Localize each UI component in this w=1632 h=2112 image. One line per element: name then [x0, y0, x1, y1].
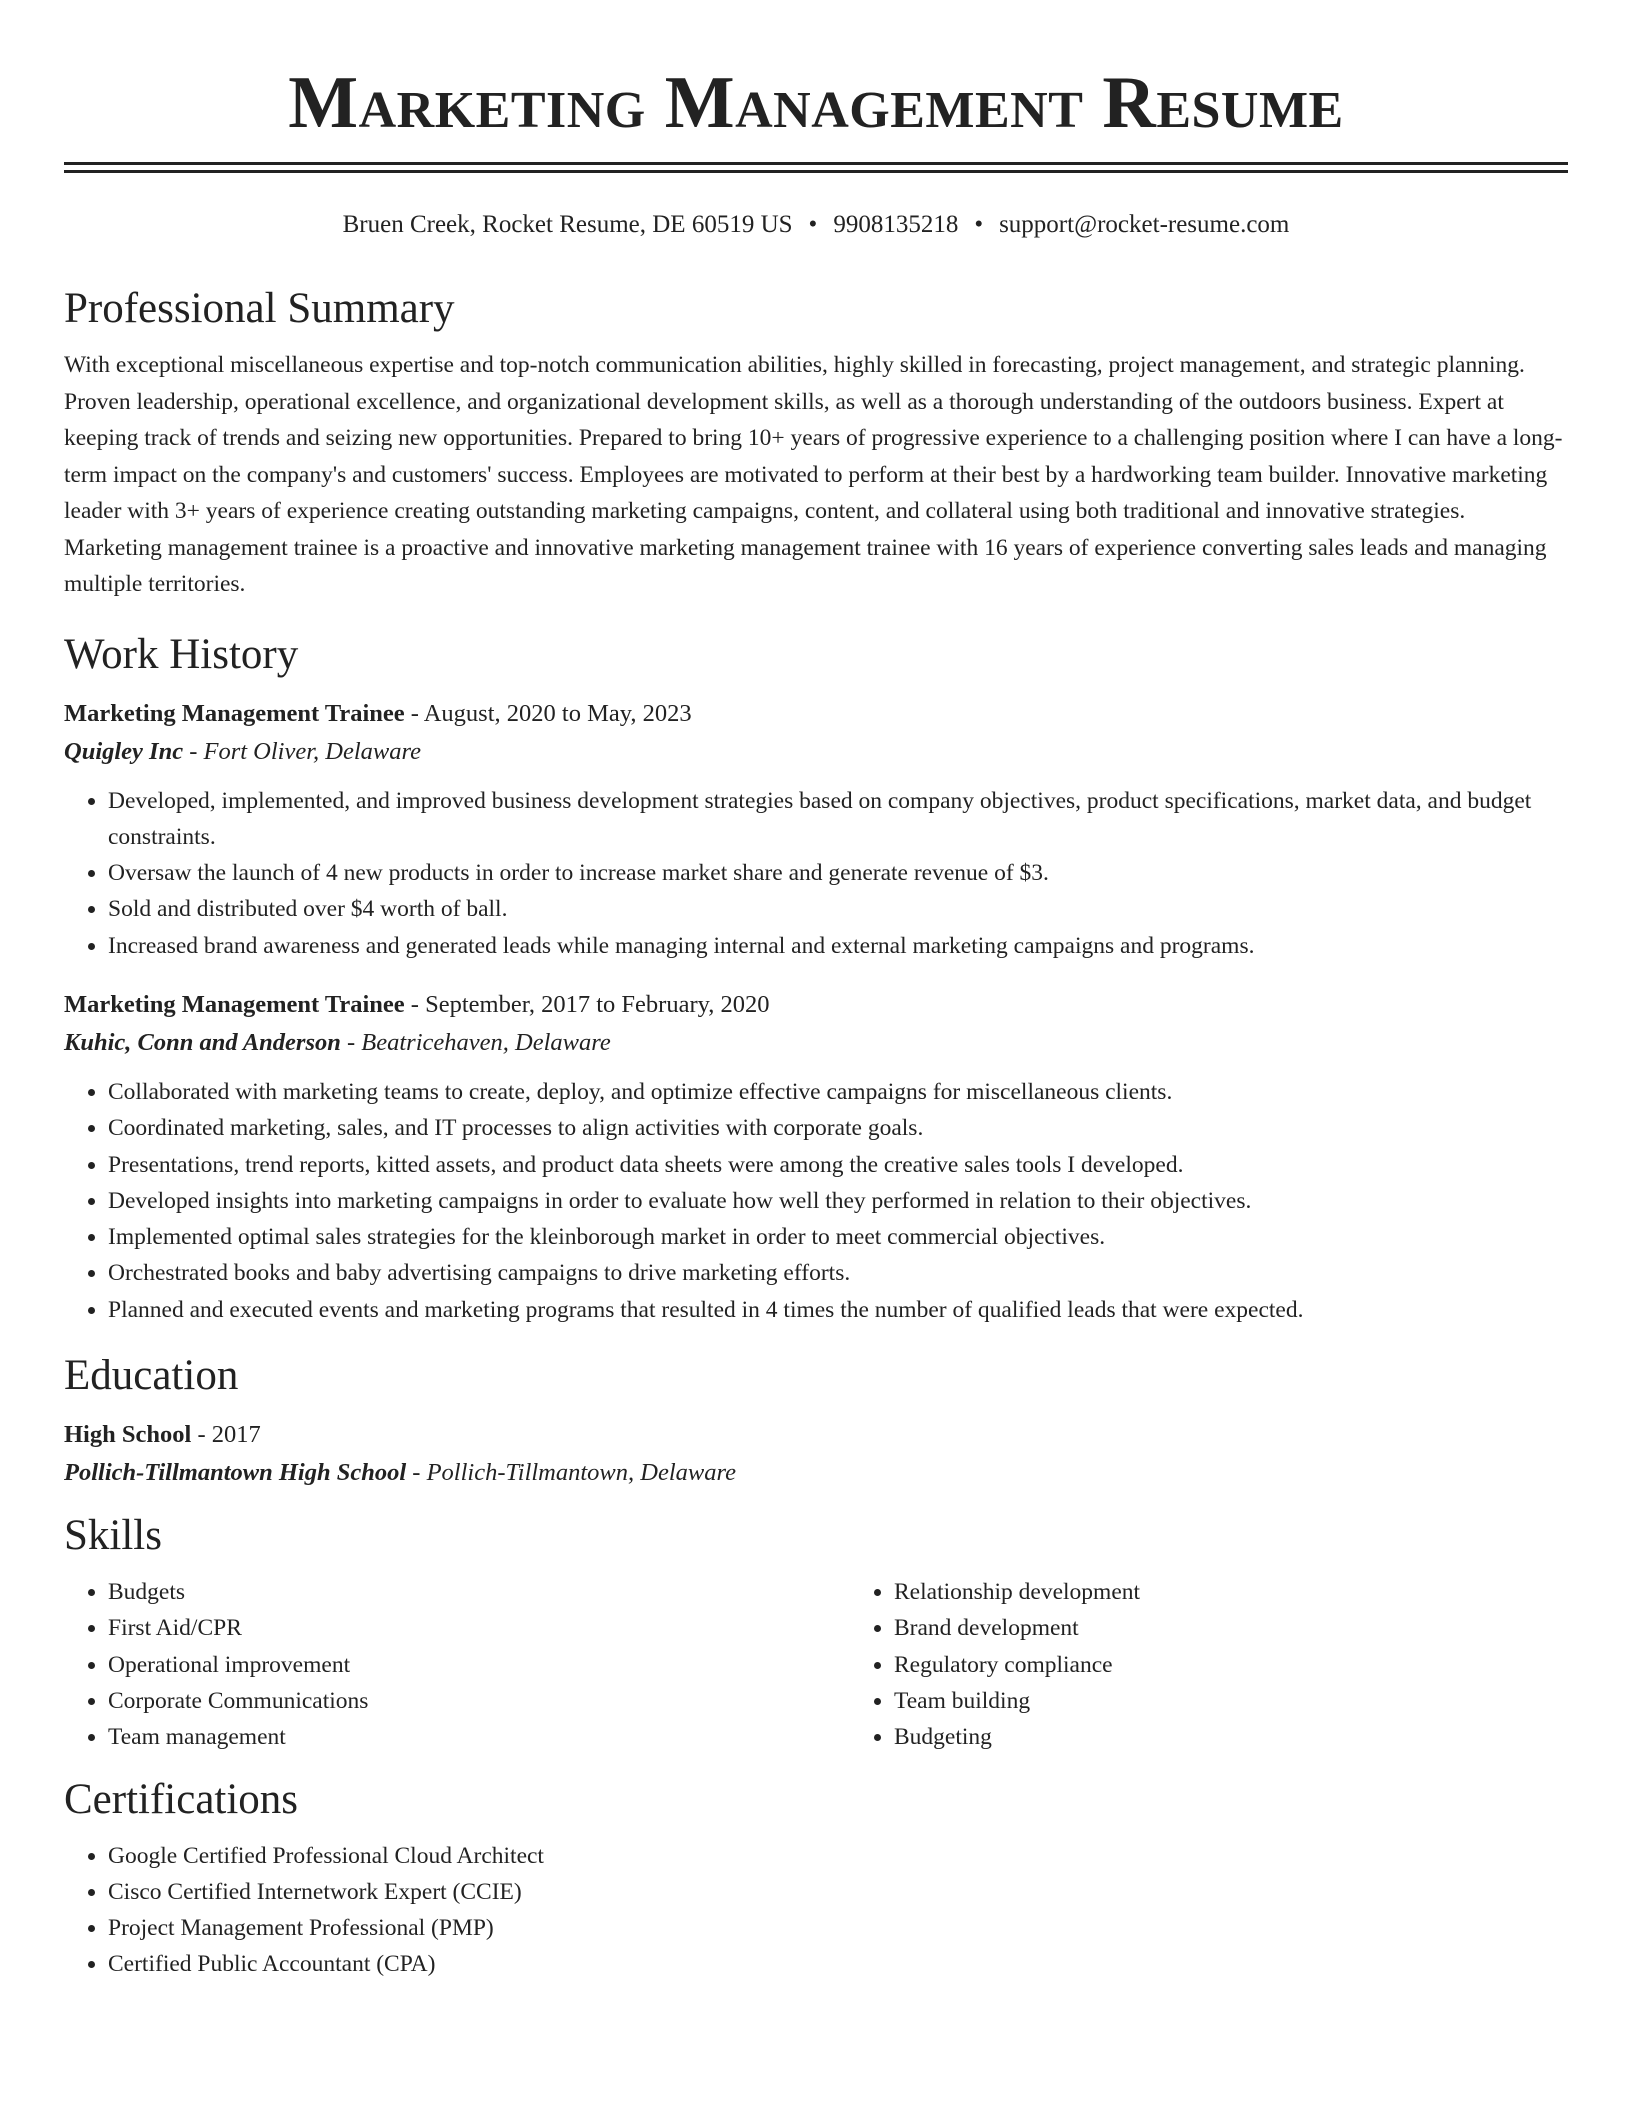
- education-entry: [64, 1416, 1568, 1492]
- job-title: Marketing Management Trainee: [64, 699, 405, 727]
- skill-item: • Corporate Communications: [108, 1683, 850, 1719]
- job-company-line: [64, 1024, 1568, 1062]
- work-history-heading: Work History: [64, 630, 299, 678]
- job-bullet: • Coordinated marketing, sales, and IT processes to align activities with corporate goals.: [108, 1110, 1568, 1146]
- skill-item: • First Aid/CPR: [108, 1610, 850, 1646]
- certifications-heading: Certifications: [64, 1775, 299, 1823]
- certification-item: • Cisco Certified Internetwork Expert (CCIE): [108, 1874, 1568, 1910]
- job-bullet: • Collaborated with marketing teams to create, deploy, and optimize effective campaigns for miscellaneous clients.: [108, 1074, 1568, 1110]
- job-bullets: [64, 1074, 1568, 1328]
- job-bullet: • Increased brand awareness and generated leads while managing internal and external marketing campaigns and programs.: [108, 928, 1568, 964]
- job-bullet: • Sold and distributed over $4 worth of ball.: [108, 891, 1568, 927]
- job-bullet: • Orchestrated books and baby advertising campaigns to drive marketing efforts.: [108, 1255, 1568, 1291]
- contact-email: support@rocket-resume.com: [999, 211, 1290, 238]
- summary-text: With exceptional miscellaneous expertise and top-notch communication abilities, highly skilled in forecasting, project management, and strategic planning. Proven leadership, operational excellence, and organizational development skills, as well as a thorough understanding of the outdoors business. Expert at keeping track of trends and seizing new opportunities. Prepared to bring 10+ years of progressive experience to a challenging position where I can have a long-term impact on the company's and customers' success. Employees are motivated to perform at their best by a hardworking team builder. Innovative marketing leader with 3+ years of experience creating outstanding marketing campaigns, content, and collateral using both traditional and innovative strategies. Marketing management trainee is a proactive and innovative marketing management trainee with 16 years of experience converting sales leads and managing multiple territories.: [64, 352, 1563, 597]
- title-double-rule: [64, 162, 1568, 173]
- job-bullet: • Developed, implemented, and improved business development strategies based on company objectives, product specifications, market data, and budget constraints.: [108, 783, 1568, 856]
- job-header: [64, 986, 1568, 1024]
- job-entry: [64, 695, 1568, 964]
- job-bullet: • Oversaw the launch of 4 new products in order to increase market share and generate revenue of $3.: [108, 855, 1568, 891]
- contact-separator: •: [808, 211, 818, 238]
- skill-item: • Operational improvement: [108, 1647, 850, 1683]
- certification-item: • Google Certified Professional Cloud Architect: [108, 1838, 1568, 1874]
- job-company: Quigley Inc: [64, 737, 184, 765]
- job-dates: - September, 2017 to February, 2020: [404, 990, 770, 1018]
- title-rule-top: [64, 162, 1568, 165]
- job-header: [64, 695, 1568, 733]
- title-rule-bottom: [64, 170, 1568, 173]
- education-school-line: [64, 1454, 1568, 1492]
- education-school: Pollich-Tillmantown High School: [64, 1459, 407, 1487]
- contact-line: [64, 209, 1568, 241]
- certification-item: • Certified Public Accountant (CPA): [108, 1946, 1568, 1982]
- skill-item: • Regulatory compliance: [894, 1647, 1140, 1683]
- resume-title: Marketing Management Resume: [288, 62, 1344, 144]
- job-company-line: [64, 733, 1568, 771]
- job-entry: [64, 986, 1568, 1328]
- job-dates: - August, 2020 to May, 2023: [404, 699, 692, 727]
- certifications-list: [64, 1838, 1568, 1983]
- education-degree: High School: [64, 1421, 192, 1449]
- job-bullet: • Developed insights into marketing campaigns in order to evaluate how well they performed in relation to their objectives.: [108, 1183, 1568, 1219]
- education-year: - 2017: [191, 1421, 261, 1449]
- job-bullets: [64, 783, 1568, 964]
- job-bullet: • Implemented optimal sales strategies for the kleinborough market in order to meet commercial objectives.: [108, 1219, 1568, 1255]
- skills-column-right: [850, 1574, 1140, 1755]
- job-company: Kuhic, Conn and Anderson: [64, 1028, 341, 1056]
- job-location: - Fort Oliver, Delaware: [183, 737, 422, 765]
- skill-item: • Relationship development: [894, 1574, 1140, 1610]
- skill-item: • Brand development: [894, 1610, 1140, 1646]
- education-heading: Education: [64, 1352, 239, 1400]
- skills-heading: Skills: [64, 1512, 162, 1560]
- skills-grid: [64, 1562, 1568, 1755]
- job-location: - Beatricehaven, Delaware: [340, 1028, 611, 1056]
- certification-item: • Project Management Professional (PMP): [108, 1910, 1568, 1946]
- skills-column-left: [64, 1574, 850, 1755]
- skill-item: • Team management: [108, 1719, 850, 1755]
- summary-heading: Professional Summary: [64, 285, 455, 332]
- job-bullet: • Planned and executed events and marketing programs that resulted in 4 times the number of qualified leads that were expected.: [108, 1292, 1568, 1328]
- education-header: [64, 1416, 1568, 1454]
- skill-item: • Team building: [894, 1683, 1140, 1719]
- job-title: Marketing Management Trainee: [64, 990, 405, 1018]
- contact-phone: 9908135218: [833, 211, 959, 238]
- job-bullet: • Presentations, trend reports, kitted assets, and product data sheets were among the creative sales tools I developed.: [108, 1147, 1568, 1183]
- education-location: - Pollich-Tillmantown, Delaware: [406, 1459, 736, 1487]
- skill-item: • Budgeting: [894, 1719, 1140, 1755]
- skill-item: • Budgets: [108, 1574, 850, 1610]
- contact-separator: •: [974, 211, 984, 238]
- contact-address: Bruen Creek, Rocket Resume, DE 60519 US: [342, 211, 793, 238]
